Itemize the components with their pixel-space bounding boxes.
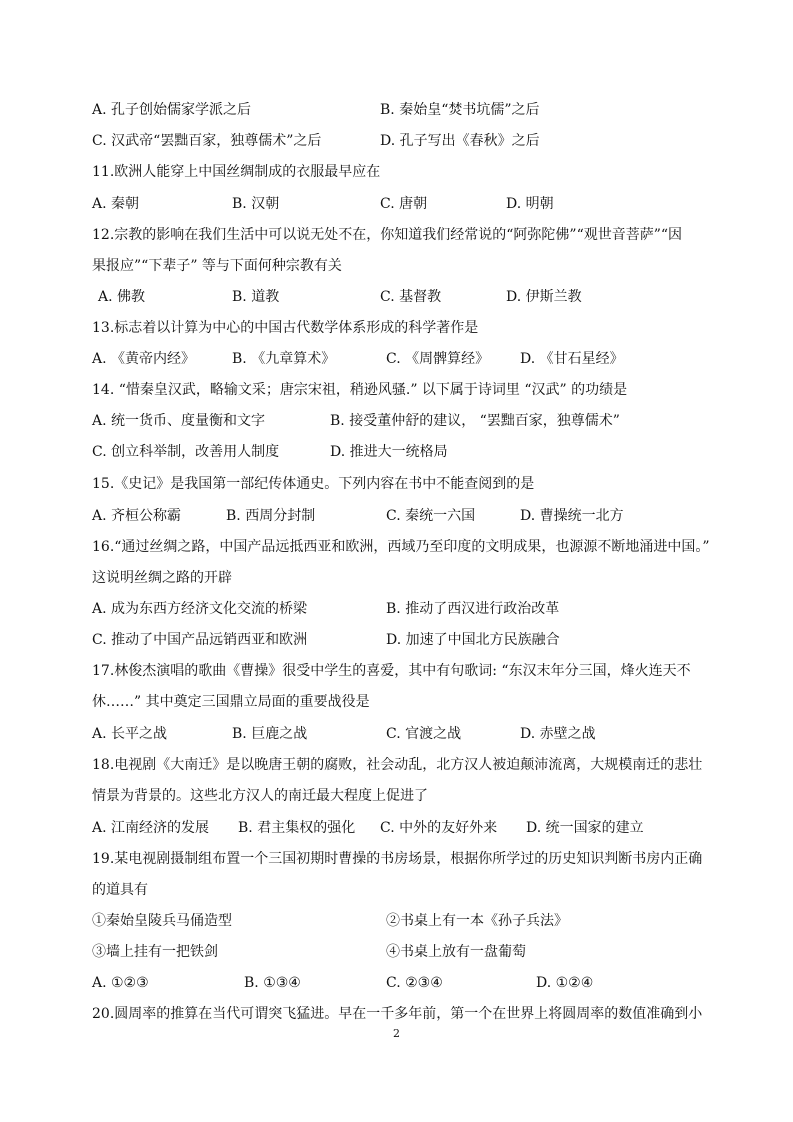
- q18-option-d: D. 统一国家的建立: [526, 820, 644, 836]
- q15-option-b: B. 西周分封制: [226, 508, 316, 524]
- q20-stem-line1: 20.圆周率的推算在当代可谓突飞猛进。早在一千多年前，第一个在世界上将圆周率的数值准确到小: [92, 1006, 703, 1022]
- q18-stem-line1: 18.电视剧《大南迁》是以晚唐王朝的腐败，社会动乱，北方汉人被迫颠沛流离，大规模南迁的悲壮: [92, 757, 703, 773]
- q18-option-b: B. 君主集权的强化: [238, 820, 356, 836]
- q12-option-c: C. 基督教: [380, 289, 442, 305]
- q19-item-4: ④书桌上放有一盘葡萄: [386, 944, 526, 960]
- q10-option-c: C. 汉武帝“罢黜百家，独尊儒术”之后: [92, 133, 322, 149]
- q17-stem-line2: 休……” 其中奠定三国鼎立局面的重要战役是: [92, 694, 370, 710]
- q15-option-a: A. 齐桓公称霸: [92, 508, 182, 524]
- q12-stem-line2: 果报应”“下辈子” 等与下面何种宗教有关: [92, 258, 342, 274]
- q12-option-d: D. 伊斯兰教: [506, 289, 582, 305]
- q11-option-d: D. 明朝: [506, 196, 554, 212]
- q18-stem-line2: 情景为背景的。这些北方汉人的南迁最大程度上促进了: [92, 788, 428, 804]
- q16-option-c: C. 推动了中国产品远销西亚和欧洲: [92, 632, 308, 648]
- q18-option-a: A. 江南经济的发展: [92, 820, 210, 836]
- q11-option-b: B. 汉朝: [232, 196, 280, 212]
- q17-option-a: A. 长平之战: [92, 726, 168, 742]
- q13-option-c: C. 《周髀算经》: [386, 351, 490, 367]
- q17-stem-line1: 17.林俊杰演唱的歌曲《曹操》很受中学生的喜爱，其中有句歌词: “东汉末年分三国，烽火连天不: [92, 663, 691, 679]
- q19-stem-line2: 的道具有: [92, 882, 148, 898]
- q10-option-d: D. 孔子写出《春秋》之后: [380, 133, 540, 149]
- q11-option-c: C. 唐朝: [380, 196, 428, 212]
- q11-option-a: A. 秦朝: [92, 196, 140, 212]
- q16-stem-line2: 这说明丝绸之路的开辟: [92, 570, 232, 586]
- q13-option-d: D. 《甘石星经》: [520, 351, 624, 367]
- q15-option-d: D. 曹操统一北方: [520, 508, 624, 524]
- q19-option-a: A. ①②③: [92, 975, 149, 991]
- q19-option-c: C. ②③④: [386, 975, 443, 991]
- q12-option-a: A. 佛教: [98, 289, 146, 305]
- q11-stem: 11.欧洲人能穿上中国丝绸制成的衣服最早应在: [92, 164, 381, 180]
- q17-option-c: C. 官渡之战: [386, 726, 462, 742]
- q15-option-c: C. 秦统一六国: [386, 508, 476, 524]
- q16-option-a: A. 成为东西方经济文化交流的桥梁: [92, 601, 308, 617]
- q15-stem: 15.《史记》是我国第一部纪传体通史。下列内容在书中不能查阅到的是: [92, 476, 535, 492]
- q14-stem: 14. “惜秦皇汉武，略输文采；唐宗宋祖，稍逊风骚.” 以下属于诗词里 “汉武” 的功绩是: [92, 382, 628, 398]
- q16-option-d: D. 加速了中国北方民族融合: [386, 632, 560, 648]
- q17-option-b: B. 巨鹿之战: [232, 726, 308, 742]
- q14-option-c: C. 创立科举制，改善用人制度: [92, 444, 280, 460]
- q19-item-3: ③墙上挂有一把铁剑: [92, 944, 218, 960]
- q16-option-b: B. 推动了西汉进行政治改革: [386, 601, 560, 617]
- q10-option-b: B. 秦始皇“焚书坑儒”之后: [380, 102, 540, 118]
- q19-item-2: ②书桌上有一本《孙子兵法》: [386, 913, 568, 929]
- q14-option-d: D. 推进大一统格局: [330, 444, 448, 460]
- page-number: 2: [393, 1027, 400, 1040]
- q19-item-1: ①秦始皇陵兵马俑造型: [92, 913, 232, 929]
- q18-option-c: C. 中外的友好外来: [380, 820, 498, 836]
- q10-option-a: A. 孔子创始儒家学派之后: [92, 102, 252, 118]
- q19-option-d: D. ①②④: [536, 975, 594, 991]
- q13-option-a: A. 《黄帝内经》: [92, 351, 196, 367]
- q17-option-d: D. 赤壁之战: [520, 726, 596, 742]
- q16-stem-line1: 16.“通过丝绸之路，中国产品远抵西亚和欧洲，西域乃至印度的文明成果，也源源不断地涌进中国。”: [92, 539, 710, 555]
- q13-stem: 13.标志着以计算为中心的中国古代数学体系形成的科学著作是: [92, 320, 479, 336]
- q13-option-b: B. 《九章算术》: [232, 351, 336, 367]
- q19-stem-line1: 19.某电视剧摄制组布置一个三国初期时曹操的书房场景，根据你所学过的历史知识判断书房内正确: [92, 851, 703, 867]
- q12-option-b: B. 道教: [232, 289, 280, 305]
- q14-option-b: B. 接受董仲舒的建议， “罢黜百家，独尊儒术”: [330, 413, 620, 429]
- q19-option-b: B. ①③④: [244, 975, 301, 991]
- q12-stem-line1: 12.宗教的影响在我们生活中可以说无处不在，你知道我们经常说的“阿弥陀佛”“观世音菩萨”“因: [92, 227, 683, 243]
- q14-option-a: A. 统一货币、度量衡和文字: [92, 413, 266, 429]
